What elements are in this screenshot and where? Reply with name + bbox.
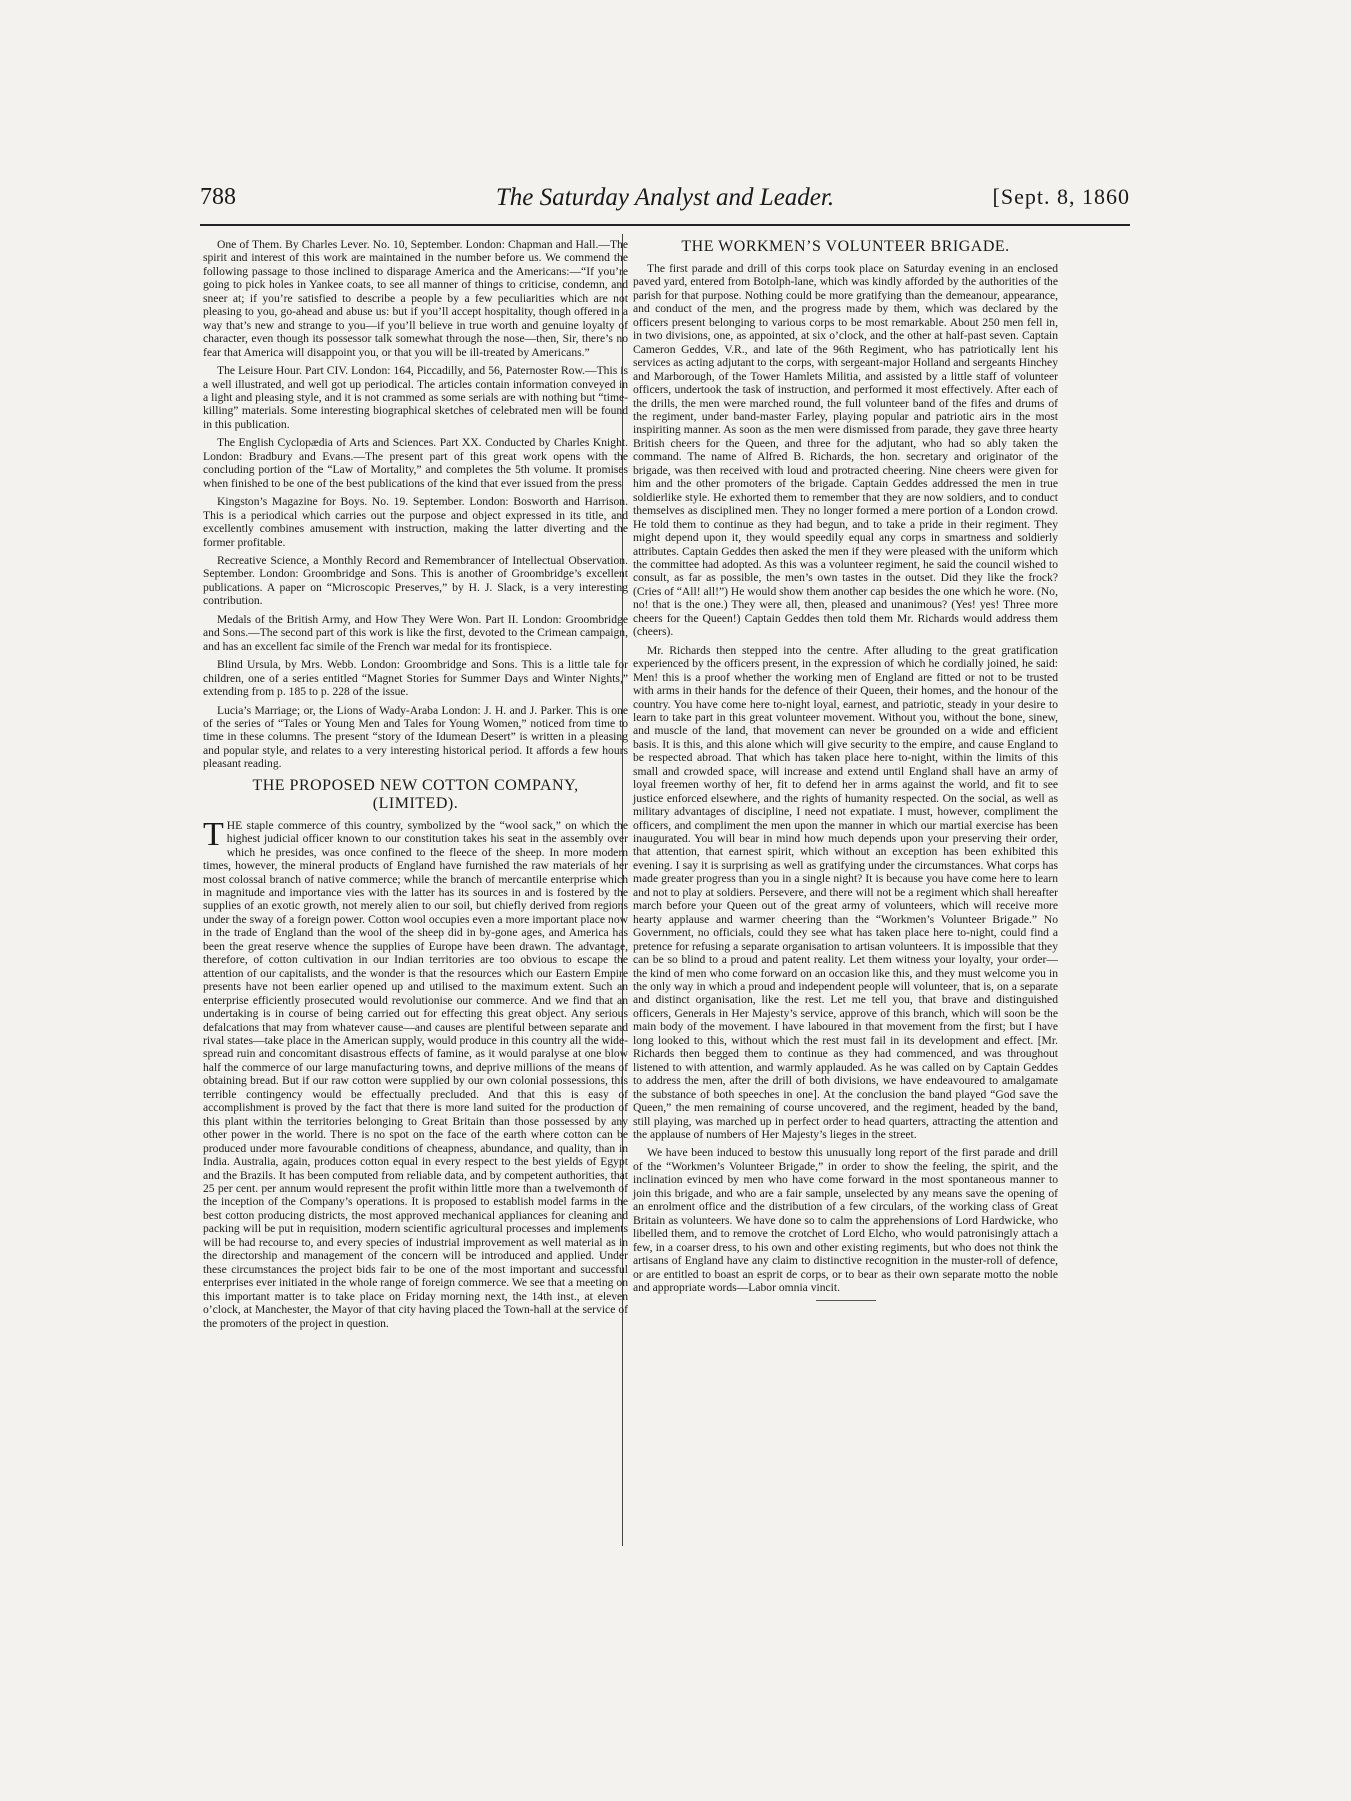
review-item: The English Cyclopædia of Arts and Sciences. Part XX. Conducted by Charles Knight. London: Bradbury and Evans.—The present part of this great work opens with the concluding portion of the “Law of Mortality,” and completes the 5th volume. It promises when finished to be one of the best publications of the kind that ever issued from the press: [203, 436, 628, 490]
article-heading-cotton: [203, 777, 628, 813]
review-item: Medals of the British Army, and How They Were Won. Part II. London: Groombridge and Sons.—The second part of this work is like the first, devoted to the Crimean campaign, and has an excellent fac simile of the French war medal for its frontispiece.: [203, 612, 628, 653]
end-rule: [816, 1300, 876, 1301]
right-column: [633, 238, 1058, 1307]
review-item: The Leisure Hour. Part CIV. London: 164, Piccadilly, and 56, Paternoster Row.—This is a well illustrated, and well got up periodical. The articles contain information conveyed in a light and pleasing style, and it is not crammed as some serials are with nothing but “time-killing” materials. Some interesting biographical sketches of celebrated men will be found in this publication.: [203, 364, 628, 431]
cotton-article-body: [203, 815, 628, 1330]
review-item: Blind Ursula, by Mrs. Webb. London: Groombridge and Sons. This is a little tale for children, one of a series entitled “Magnet Stories for Summer Days and Winter Nights,” extending from p. 185 to p. 228 of the issue.: [203, 658, 628, 699]
brigade-paragraph: Mr. Richards then stepped into the centre. After alluding to the great gratification experienced by the officers present, in the expression of which he cordially joined, he said: Men! this is a proof whether the working men of England are fitted or not to be trusted with arms in their hands for the defence of their Queen, their homes, and the honour of the country. You have come here to-night loyal, earnest, and patriotic, steady in your desire to learn to take part in this great volunteer movement. Without you, without the bone, sinew, and muscle of the land, that movement can never be grounded on a wide and efficient basis. It is this, and this alone which will give security to the empire, and cause England to be respected abroad. That which has taken place here to-night, within the limits of this small and crowded space, will increase and extend until England shall have an army of loyal freemen worthy of her, fit to defend her in arms against the world, and fit to see justice enforced elsewhere, and the rights of humanity respected. On the social, as well as military advantages of discipline, I need not expatiate. I must, however, compliment the officers, and compliment the men upon the manner in which our martial exercise has been inaugurated. You will bear in mind how much depends upon your preserving their order, that attention, that earnest spirit, which without an exception has been exhibited this evening. I say it is surprising as well as gratifying under the circumstances. What corps has made greater progress than you in a single night? It is because you have come here to learn and not to play at soldiers. Persevere, and there will not be a regiment which shall hereafter march before your Queen out of the great army of volunteers, which will receive more hearty applause and warmer cheering than the “Workmen’s Volunteer Brigade.” No Government, no officials, could they see what has taken place here to-night, could find a pretence for refusing a separate organisation to artisan volunteers. It is impossible that they can be so blind to a proud and patent reality. Let them witness your loyalty, your order—the kind of men who come forward on an occasion like this, and they must welcome you in the only way in which a proud and independent people will volunteer, that is, on a separate and distinct organisation, like the rest. Let me tell you, that brave and distinguished officers, Generals in Her Majesty’s service, approve of this branch, which will soon be the main body of the movement. I have laboured in that movement from the first; but I have long looked to this, without which the rest must fail in its development and effect. [Mr. Richards then begged them to continue as they had commenced, and was throughout listened to with attention, and warmly applauded. As he was called on by Captain Geddes to address the men, after the drill of both divisions, we have endeavoured to amalgamate the substance of both speeches in one]. At the conclusion the band played “God save the Queen,” the men remaining of course uncovered, and the regiment, headed by the band, still playing, was marched up in perfect order to head quarters, attracting the attention and the applause of numbers of Her Majesty’s lieges in the street.: [633, 643, 1058, 1141]
review-item: Lucia’s Marriage; or, the Lions of Wady-Araba London: J. H. and J. Parker. This is one of the series of “Tales or Young Men and Tales for Young Women,” noticed from time to time in these columns. The present “story of the Idumean Desert” is written in a pleasing and popular style, and relates to a very interesting historical period. It affords a few hours pleasant reading.: [203, 703, 628, 771]
review-item: Recreative Science, a Monthly Record and Remembrancer of Intellectual Observation. September. London: Groombridge and Sons. This is another of Groombridge’s excellent publications. A paper on “Microscopic Preserves,” by H. J. Slack, is a very interesting contribution.: [203, 553, 628, 608]
heading-main: THE PROPOSED NEW COTTON COMPANY,: [252, 776, 579, 794]
brigade-paragraph: The first parade and drill of this corps took place on Saturday evening in an enclosed paved yard, entered from Botolph-lane, which was kindly afforded by the authorities of the parish for that purpose. Nothing could be more gratifying than the demeanour, appearance, and conduct of the men, and the progress made by them, which was declared by the officers present belonging to various corps to be most remarkable. About 250 men fell in, in two divisions, one, as appointed, at six o’clock, and the other at half-past seven. Captain Cameron Geddes, V.R., and late of the 96th Regiment, who has patriotically lent his services as acting adjutant to the corps, with sergeant-major Holland and sergeants Hinchey and Marborough, of the Tower Hamlets Militia, and assisted by a little staff of volunteer officers, undertook the task of instruction, and performed it most effectively. After each of the drills, the men were marched round, the full volunteer band of the fifes and drums of the regiment, under band-master Farley, playing popular and patriotic airs in the most inspiriting manner. As soon as the men were dismissed from parade, they gave three hearty British cheers for the Queen, and three for the adjutant, who had so ably taken the command. The name of Alfred B. Richards, the hon. secretary and originator of the brigade, was then received with loud and protracted cheering. Nine cheers were given for him and the other promoters of the brigade. Captain Geddes addressed the men in true soldierlike style. He exhorted them to remember that they are now soldiers, and to conduct themselves as disciplined men. They no longer formed a mere portion of a London crowd. He told them to continue as they had begun, and to take a pride in their regiment. They might depend upon it, they would speedily equal any corps in smartness and soldierly attributes. Captain Geddes then asked the men if they were pleased with the uniform which the committee had adopted. As this was a volunteer regiment, he said the council wished to consult, as far as possible, the men’s own tastes in the outset. Did they like the frock? (Cries of “All! all!”) He would show them another cap besides the one which he wore. (No, no! that is the one.) They were all, then, pleased and unanimous? (Yes! yes! Three more cheers for the Queen!) Captain Geddes then told them Mr. Richards would address them (cheers).: [633, 262, 1058, 639]
cotton-article-text: HE staple commerce of this country, symbolized by the “wool sack,” on which the highest judicial officer known to our constitution takes his seat in the assembly over which he presides, was once confined to the fleece of the sheep. In more modern times, however, the mineral products of England have furnished the raw materials of her most colossal branch of native commerce; while the branch of mercantile enterprise which in magnitude and importance vies with the latter has its sources in and is fostered by the supplies of an exotic growth, not merely alien to our soil, but chiefly derived from regions under the sway of a foreign power. Cotton wool occupies even a more important place now in the trade of England than the wool of the sheep did in by-gone ages, and America has been the great reserve whence the supplies of Europe have been drawn. The advantage, therefore, of cotton cultivation in our Indian territories are too obvious to escape the attention of our capitalists, and the wonder is that the resources which our Eastern Empire presents have not been earlier opened up and utilised to the maximum extent. Such an enterprise efficiently prosecuted would revolutionise our commerce. And we find that an undertaking is in course of being carried out for effecting this great object. Any serious defalcations that may from whatever cause—and causes are plentiful between separate and rival states—take place in the American supply, would produce in this country all the wide-spread ruin and concomitant disastrous effects of famine, as it would paralyse at one blow half the commerce of our large manufacturing towns, and deprive millions of the means of obtaining bread. But if our raw cotton were supplied by our own colonial possessions, this terrible contingency would be effectually precluded. And that this is easy of accomplishment is proved by the fact that there is more land suited for the production of this plant within the territories belonging to Great Britain than those possessed by any other power in the world. There is no spot on the face of the earth where cotton can be produced under more favourable conditions of cheapness, abundance, and quality, than in India. Australia, again, produces cotton equal in every respect to the best yields of Egypt and the Brazils. It has been computed from reliable data, and by competent authorities, that 25 per cent. per annum would represent the profit within little more than a twelvemonth of the inception of the Company’s operations. It is proposed to establish model farms in the best cotton producing districts, the most approved mechanical appliances for cleaning and packing will be put in requisition, modern scientific agricultural processes and implements will be had recourse to, and every species of industrial improvement as well material as in the directorship and management of the concern will be introduced and applied. Under these circumstances the project bids fair to be one of the most important and successful enterprises ever initiated in the whole range of foreign commerce. We see that a meeting on this important matter is to take place on Friday morning next, the 14th inst., at eleven o’clock, at Manchester, the Mayor of that city having placed the Town-hall at the service of the promoters of the project in question.: [203, 818, 628, 1330]
masthead-title: The Saturday Analyst and Leader.: [495, 184, 835, 211]
left-column: [203, 238, 628, 1335]
page-number: 788: [200, 184, 236, 210]
review-item: One of Them. By Charles Lever. No. 10, September. London: Chapman and Hall.—The spirit and interest of this work are maintained in the number before us. We commend the following passage to those inclined to disparage America and the Americans:—“If you’re going to pick holes in Yankee coats, to see all manner of things to criticise, condemn, and sneer at; if you’re satisfied to describe a people by a few peculiarities which are not pleasing to you, go-ahead and abuse us: but if you’ll accept hospitality, though offered in a way that’s new and strange to you—if you’ll believe in true worth and genuine loyalty of character, even though its possessor talk somewhat through the nose—then, Sir, there’s no fear that America will disappoint you, or that you will be ill-treated by Americans.”: [203, 238, 628, 359]
issue-date: [Sept. 8, 1860: [992, 184, 1130, 209]
heading-sub: (LIMITED).: [372, 794, 459, 812]
brigade-paragraph: We have been induced to bestow this unusually long report of the first parade and drill of the “Workmen’s Volunteer Brigade,” in order to show the feeling, the spirit, and the inclination evinced by men who have come forward in the most spontaneous manner to join this brigade, and who are a fair sample, unselected by any means save the opening of an enrolment office and the distribution of a few circulars, of the working class of Great Britain as volunteers. We have done so to calm the apprehensions of Lord Hardwicke, who libelled them, and to remove the crotchet of Lord Elcho, who would patronisingly attach a few, in a coarser dress, to his own and other existing regiments, but who does not think the artisans of England have any claim to distinctive recognition in the muster-roll of defence, or are entitled to boast an esprit de corps, or to bear as their own separate motto the noble and appropriate words—Labor omnia vincit.: [633, 1146, 1058, 1294]
page-header: [200, 180, 1130, 226]
drop-cap: T: [203, 815, 224, 853]
review-item: Kingston’s Magazine for Boys. No. 19. September. London: Bosworth and Harrison. This is a periodical which carries out the purpose and object expressed in its title, and excellently combines amusement with instruction, making the latter diverting and the former profitable.: [203, 495, 628, 549]
article-heading-brigade: THE WORKMEN’S VOLUNTEER BRIGADE.: [681, 238, 1010, 255]
